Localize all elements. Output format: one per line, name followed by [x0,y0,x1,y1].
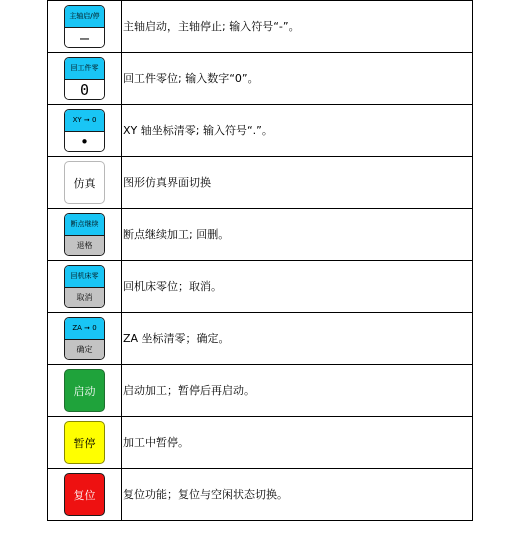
table-row [48,365,473,417]
table-row [48,53,473,105]
key-cell [48,365,122,417]
key-description: 启动加工；暂停后再启动。 [122,365,473,417]
za-clear-confirm-key [64,317,105,360]
spindle-start-stop-key [64,5,105,48]
key-cell [48,105,122,157]
workpiece-zero-key [64,57,105,100]
table-row [48,417,473,469]
key-top-label: 断点继续 [65,214,104,236]
table-row [48,157,473,209]
key-bottom-label: • [65,132,104,151]
key-description: 回工件零位; 输入数字“0”。 [122,53,473,105]
key-top-label: ZA ➞ 0 [65,318,104,340]
table-row [48,209,473,261]
xy-clear-key [64,109,105,152]
key-cell [48,469,122,521]
key-cell [48,261,122,313]
key-cell [48,157,122,209]
key-cell [48,209,122,261]
machine-zero-cancel-key [64,265,105,308]
table-row [48,313,473,365]
key-top-label: 回机床零 [65,266,104,288]
key-cell [48,417,122,469]
key-function-table [47,0,473,521]
key-bottom-label: – [65,28,104,47]
key-bottom-label: 确定 [65,340,104,359]
key-description: 回机床零位；取消。 [122,261,473,313]
key-cell [48,1,122,53]
key-description: ZA 坐标清零；确定。 [122,313,473,365]
start-key: 启动 [64,369,105,412]
key-cell [48,53,122,105]
resume-backspace-key [64,213,105,256]
key-bottom-label: 取消 [65,288,104,307]
table-row [48,1,473,53]
reset-key: 复位 [64,473,105,516]
key-bottom-label: 退格 [65,236,104,255]
table-row [48,261,473,313]
simulation-key: 仿真 [64,161,105,204]
key-top-label: 回工件零 [65,58,104,80]
key-top-label: 主轴启/停 [65,6,104,28]
key-description: 复位功能；复位与空闲状态切换。 [122,469,473,521]
pause-key: 暂停 [64,421,105,464]
key-description: 图形仿真界面切换 [122,157,473,209]
key-description: 加工中暂停。 [122,417,473,469]
key-cell [48,313,122,365]
table-row [48,469,473,521]
key-description: XY 轴坐标清零; 输入符号“.”。 [122,105,473,157]
key-description: 主轴启动，主轴停止; 输入符号“-”。 [122,1,473,53]
key-description: 断点继续加工; 回删。 [122,209,473,261]
key-bottom-label: 0 [65,80,104,99]
key-top-label: XY ➞ 0 [65,110,104,132]
table-row [48,105,473,157]
